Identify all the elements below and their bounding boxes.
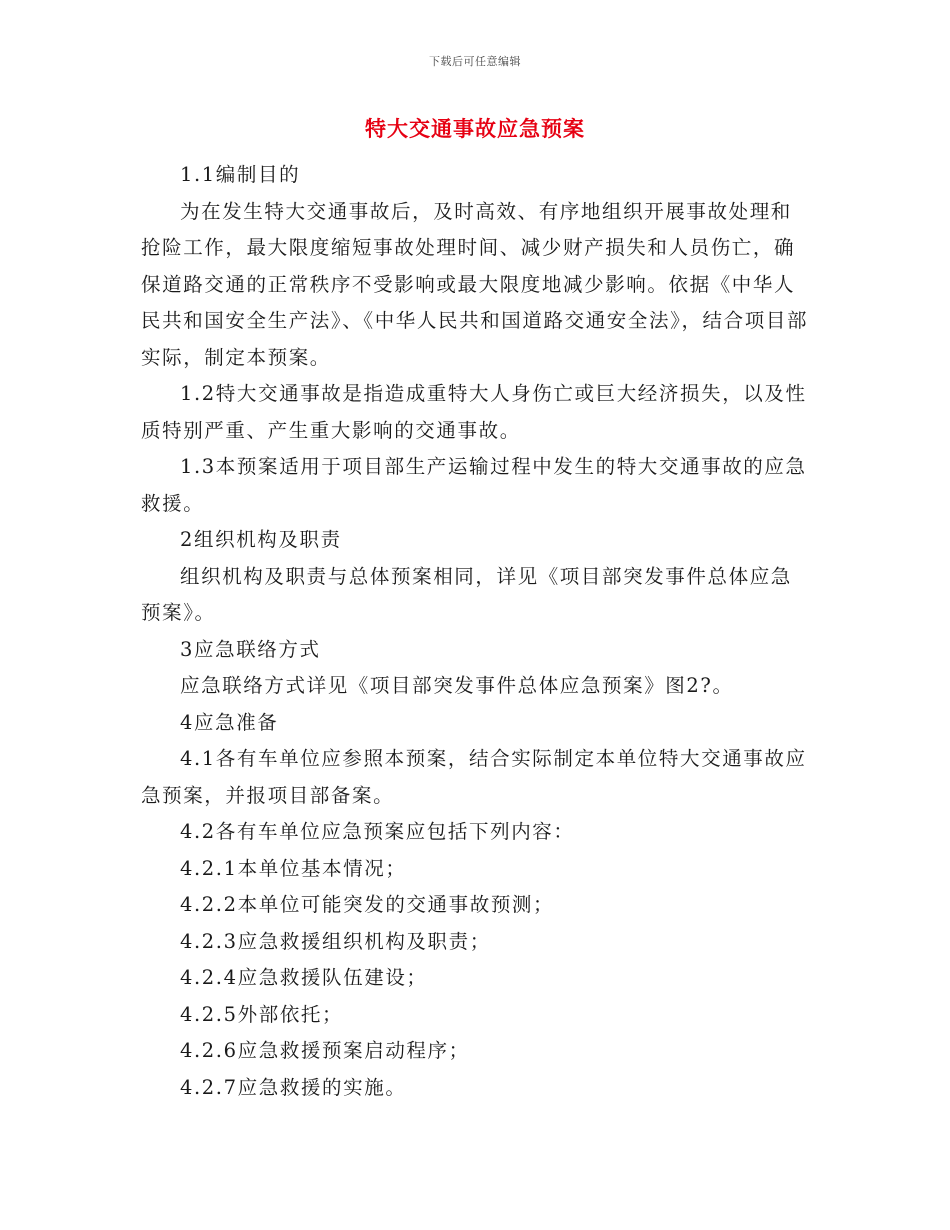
paragraph-1-3: 1.3本预案适用于项目部生产运输过程中发生的特大交通事故的应急救援。 [141, 455, 807, 515]
list-item-4-2-4: 4.2.4应急救援队伍建设； [180, 966, 428, 989]
document-body [141, 157, 811, 1106]
section-heading-2: 2组织机构及职责 [180, 528, 342, 551]
list-item-4-2-2: 4.2.2本单位可能突发的交通事故预测； [180, 893, 555, 916]
paragraph-4-2: 4.2各有车单位应急预案应包括下列内容： [180, 820, 575, 843]
paragraph-1-2: 1.2特大交通事故是指造成重特大人身伤亡或巨大经济损失，以及性质特别严重、产生重大影响的交通事故。 [141, 382, 807, 442]
list-item-4-2-6: 4.2.6应急救援预案启动程序； [180, 1039, 470, 1062]
list-item-4-2-5: 4.2.5外部依托； [180, 1002, 344, 1026]
list-item-4-2-3: 4.2.3应急救援组织机构及职责； [180, 929, 491, 953]
section-heading-3: 3应急联络方式 [180, 637, 321, 661]
section-heading-1-1: 1.1编制目的 [180, 163, 301, 186]
paragraph-purpose: 为在发生特大交通事故后，及时高效、有序地组织开展事故处理和抢险工作，最大限度缩短事故处理时间、减少财产损失和人员伤亡，确保道路交通的正常秩序不受影响或最大限度地减少影响。依据《中华人民共和国安全生产法》、《中华人民共和国道路交通安全法》，结合项目部实际，制定本预案。 [141, 199, 809, 369]
list-item-4-2-7: 4.2.7应急救援的实施。 [180, 1075, 407, 1099]
section-heading-4: 4应急准备 [180, 710, 279, 734]
list-item-4-2-1: 4.2.1本单位基本情况； [180, 856, 407, 880]
header-note: 下载后可任意编辑 [429, 55, 521, 68]
paragraph-contact: 应急联络方式详见《项目部突发事件总体应急预案》图2?。 [180, 674, 734, 697]
document-title: 特大交通事故应急预案 [365, 117, 585, 141]
paragraph-4-1: 4.1各有车单位应参照本预案，结合实际制定本单位特大交通事故应急预案，并报项目部备案。 [141, 747, 807, 807]
paragraph-organization: 组织机构及职责与总体预案相同，详见《项目部突发事件总体应急预案》。 [141, 564, 792, 624]
